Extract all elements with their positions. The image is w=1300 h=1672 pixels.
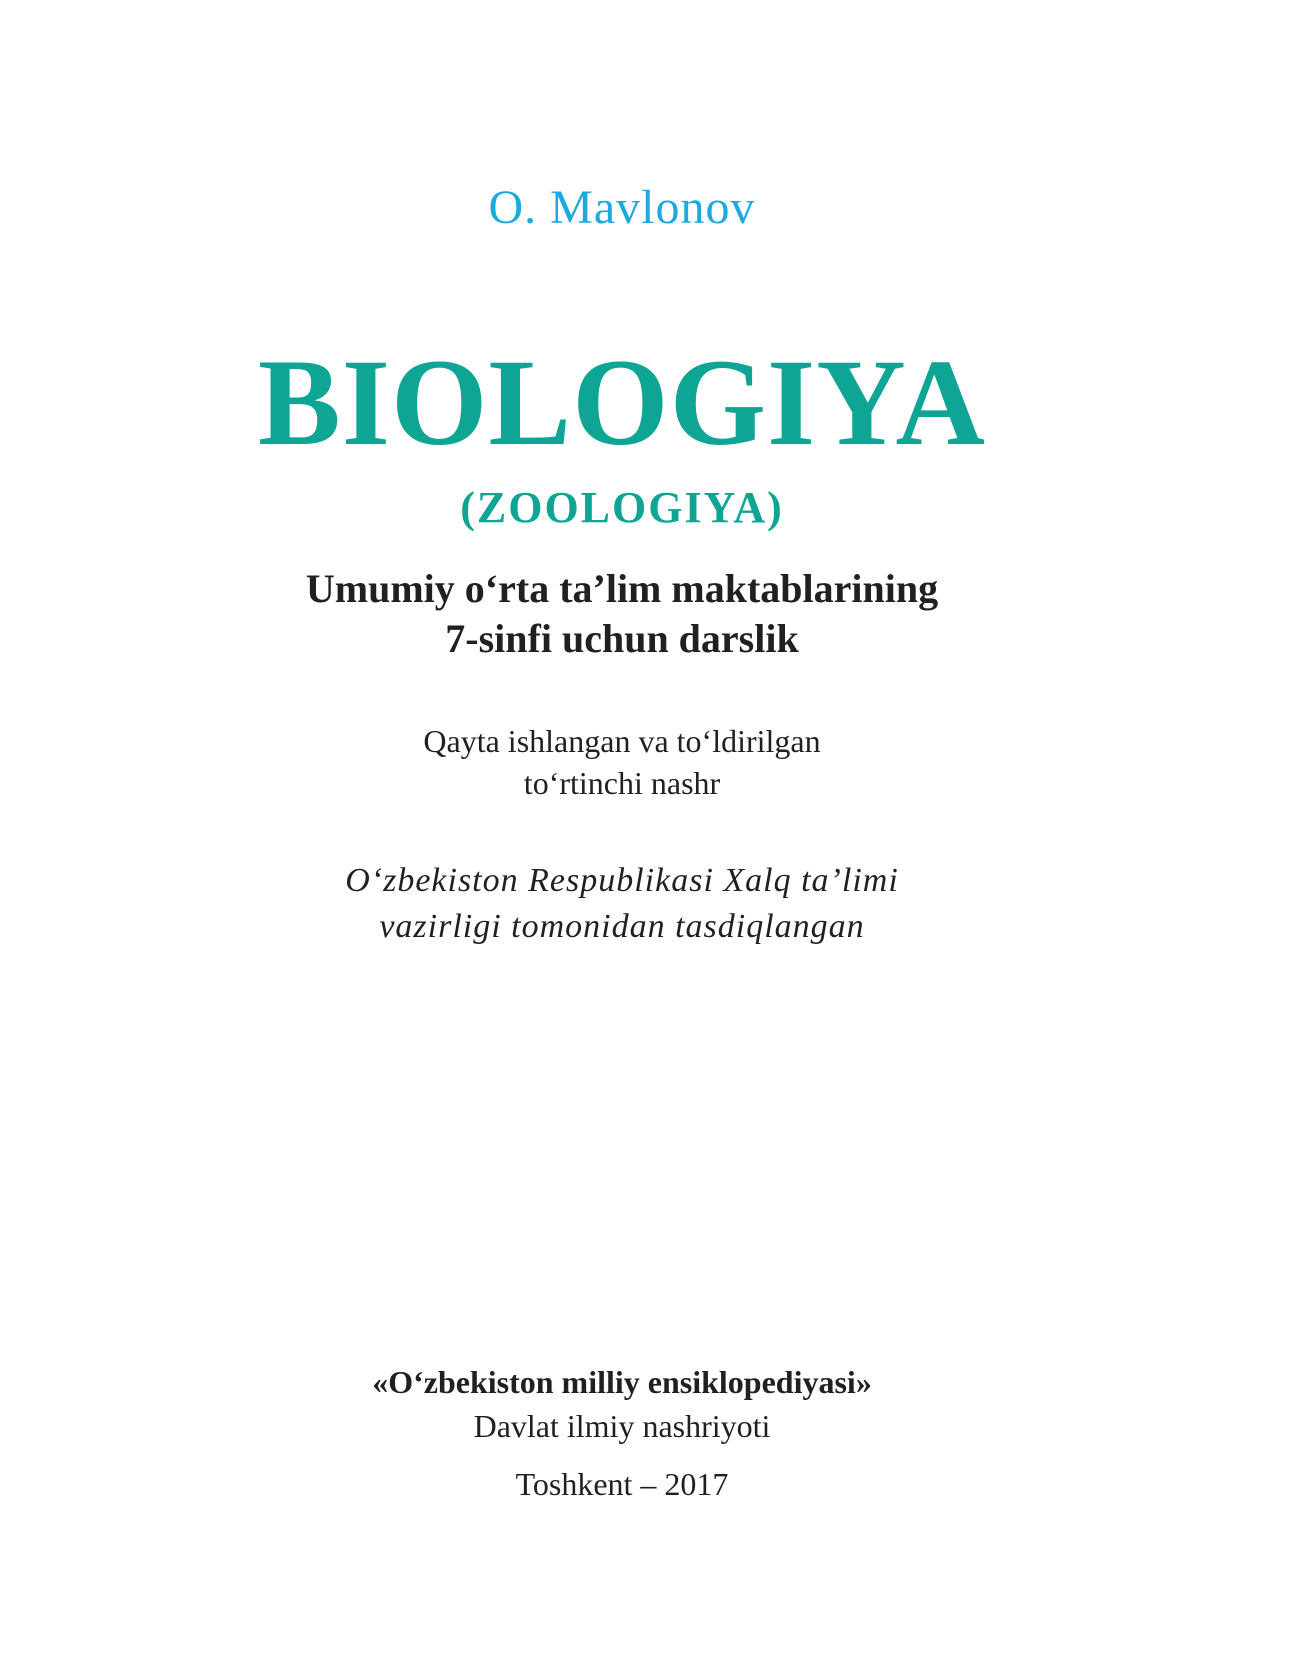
place-year: Toshkent – 2017 bbox=[515, 1466, 729, 1502]
edition-line-1: Qayta ishlangan va to‘ldirilgan bbox=[423, 723, 821, 759]
description-line-2: 7-sinfi uchun darslik bbox=[445, 616, 799, 661]
book-subtitle: (ZOOLOGIYA) bbox=[460, 483, 784, 532]
edition-note bbox=[0, 720, 1244, 804]
edition-line-2: to‘rtinchi nashr bbox=[523, 765, 721, 801]
description-line-1: Umumiy o‘rta ta’lim maktablarining bbox=[305, 566, 939, 611]
publisher-type: Davlat ilmiy nashriyoti bbox=[473, 1408, 771, 1444]
publisher-name: «O‘zbekiston milliy ensiklopediyasi» bbox=[372, 1364, 872, 1400]
approval-line-2: vazirligi tomonidan tasdiqlangan bbox=[379, 908, 865, 945]
author-name: O. Mavlonov bbox=[488, 181, 756, 234]
book-title: BIOLOGIYA bbox=[258, 334, 986, 471]
approval-note bbox=[0, 858, 1244, 950]
book-description bbox=[0, 564, 1244, 664]
approval-line-1: O‘zbekiston Respublikasi Xalq ta’limi bbox=[345, 862, 899, 899]
publisher-block bbox=[0, 1360, 1244, 1448]
